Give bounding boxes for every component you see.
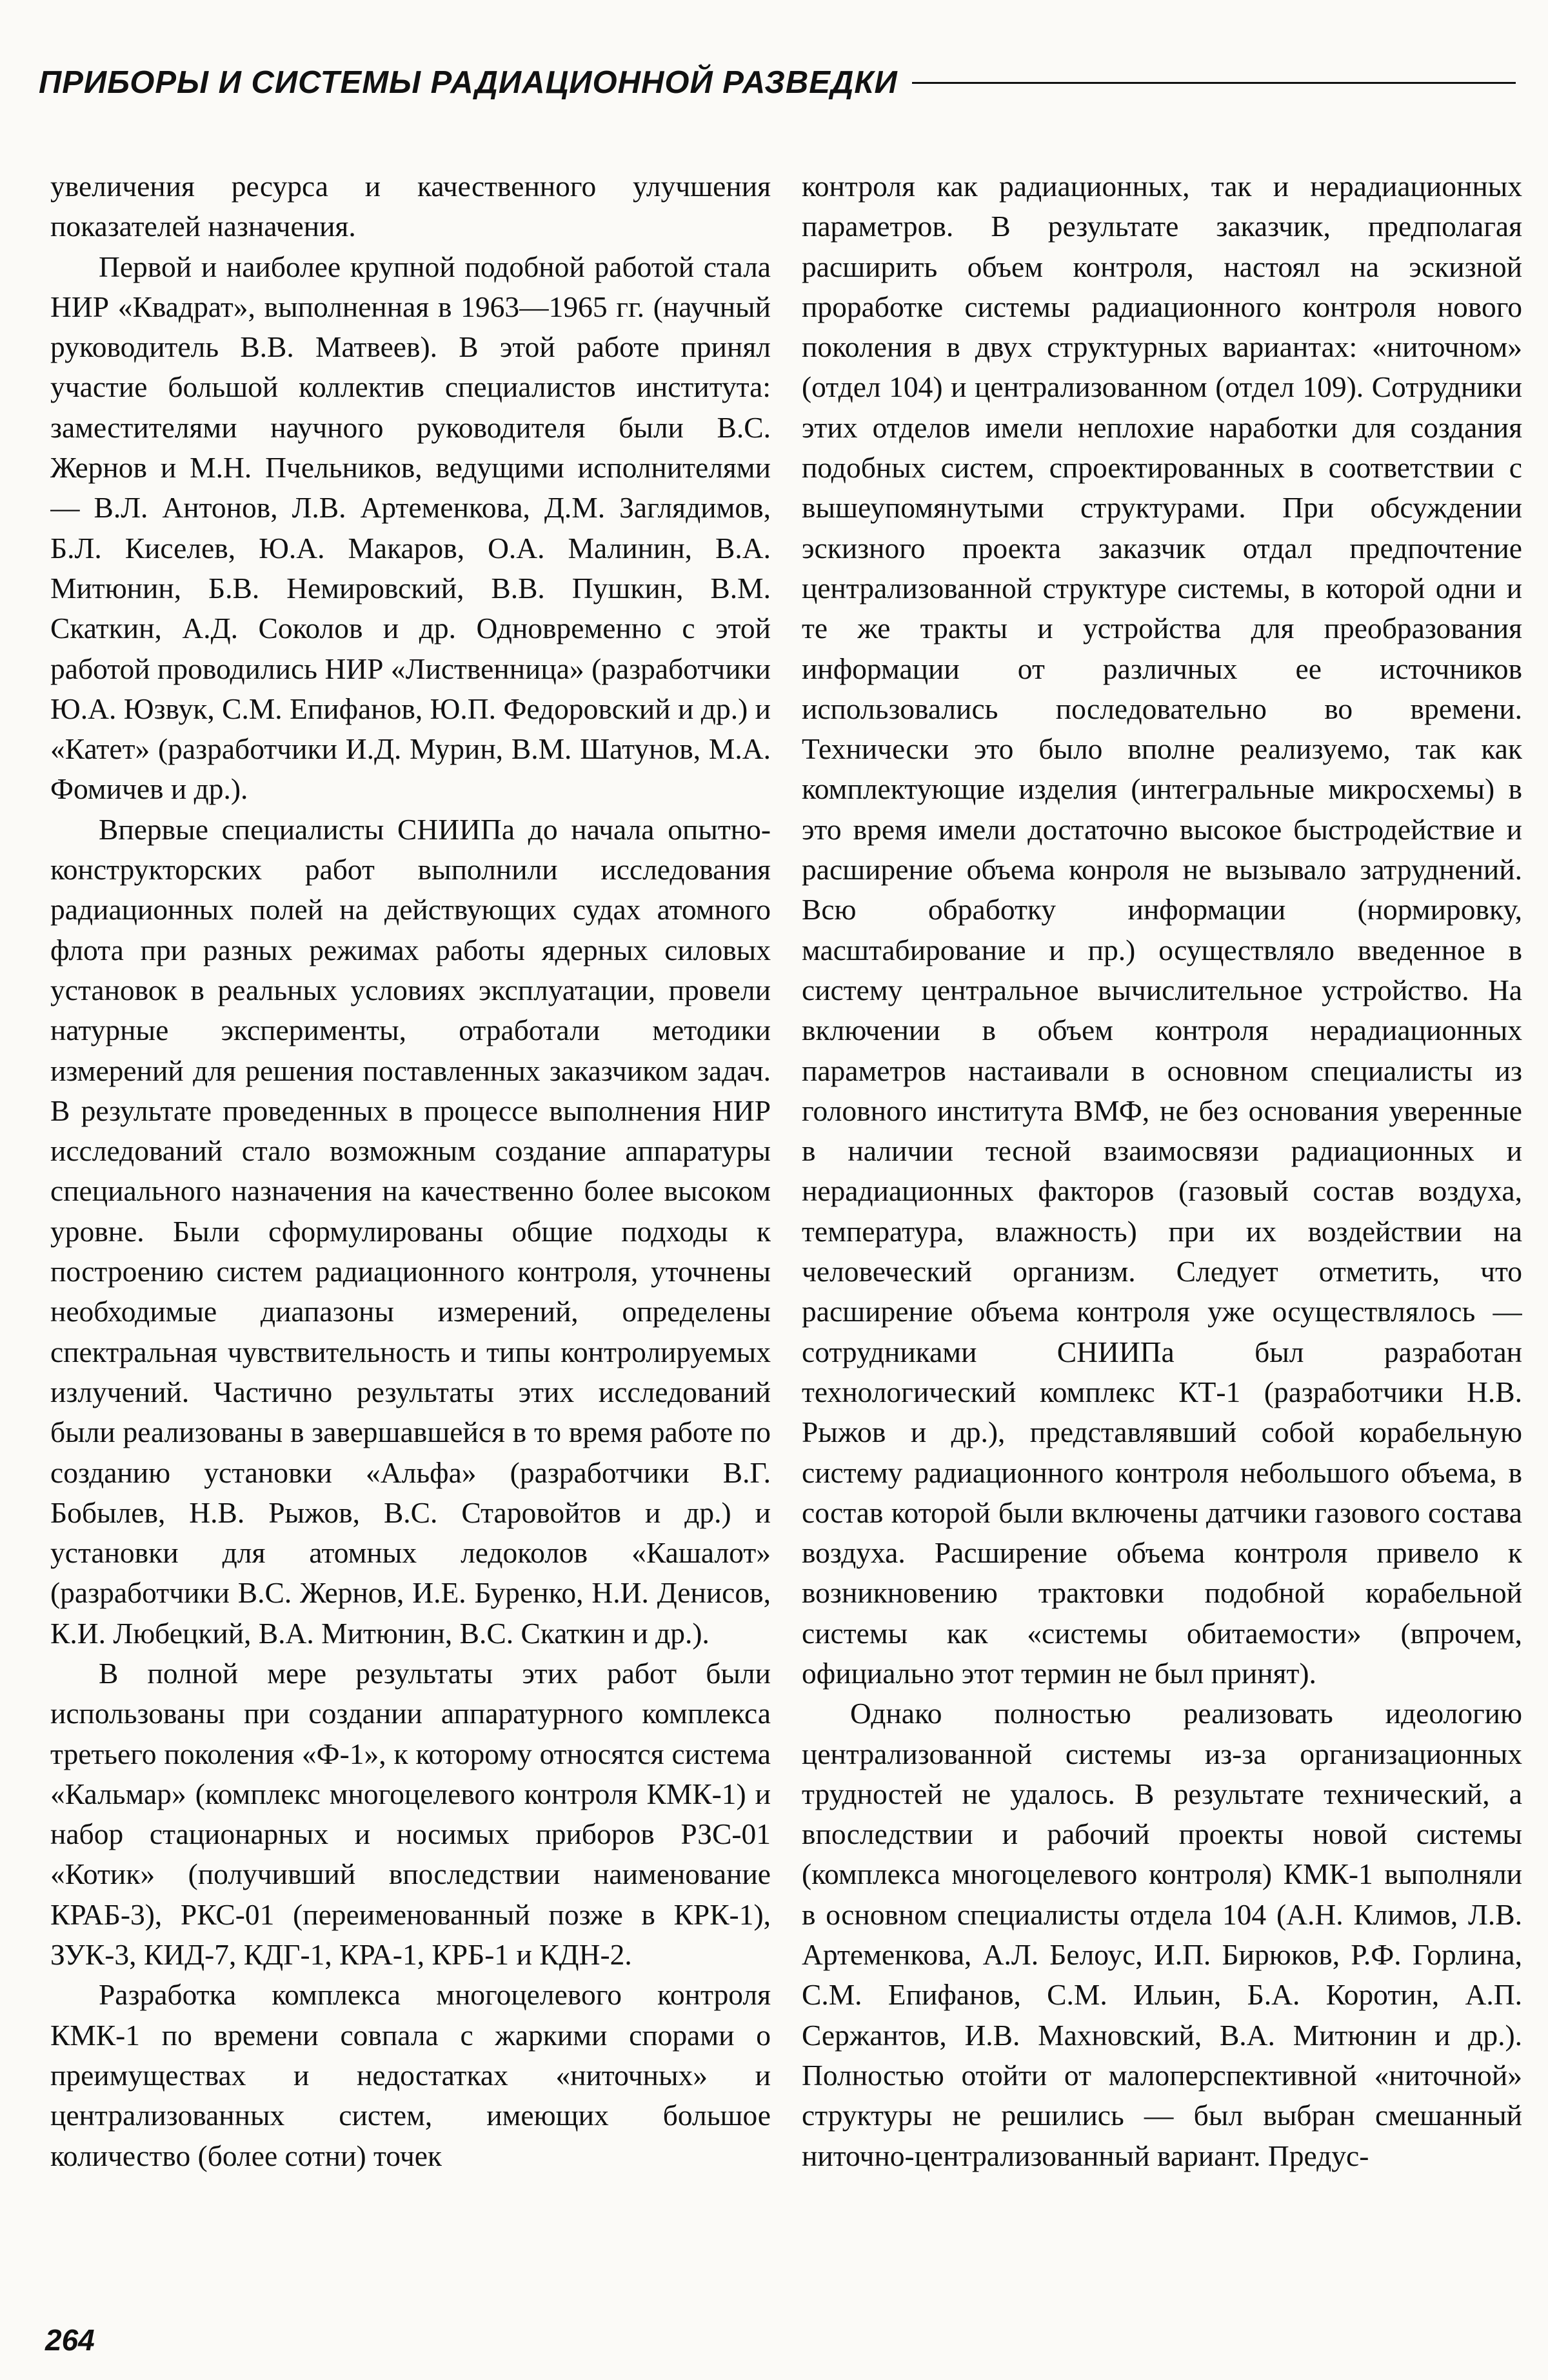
paragraph-continuation: контроля как радиационных, так и нерадиационных параметров. В результате заказчик, предполагая расширить объем контроля, настоял на эскизной проработке системы радиационного контроля нового поколения в двух структурных вариантах: «ниточном» (отдел 104) и централизованном (отдел 109). Сотрудники этих отделов имели неплохие наработки для создания подобных систем, спроектированных в соответствии с вышеупомянутыми структурами. При обсуждении эскизного проекта заказчик отдал предпочтение централизованной структуре системы, в которой одни и те же тракты и устройства для преобразования информации от различных ее источников использовались последовательно во времени. Технически это было вполне реализуемо, так как комплектующие изделия (интегральные микросхемы) в это время имели достаточно высокое быстродействие и расширение объема конроля не вызывало затруднений. Всю обработку информации (нормировку, масштабирование и пр.) осуществляло введенное в систему центральное вычислительное устройство. На включении в объем контроля нерадиационных параметров настаивали в основном специалисты из головного института ВМФ, не без основания уверенные в наличии тесной взаимосвязи радиационных и нерадиационных факторов (газовый состав воздуха, температура, влажность) при их воздействии на человеческий организм. Следует отметить, что расширение объема контроля уже осуществлялось — сотрудниками СНИИПа был разработан технологический комплекс КТ-1 (разработчики Н.В. Рыжов и др.), представлявший собой корабельную систему радиационного контроля небольшого объема, в состав которой были включены датчики газового состава воздуха. Расширение объема контроля привело к возникновению трактовки подобной корабельной системы как «системы обитаемости» (впрочем, официально этот термин не был принят). bbox=[802, 170, 1522, 1690]
paragraph: Впервые специалисты СНИИПа до начала опытно-конструкторских работ выполнили исследования радиационных полей на действующих судах атомного флота при разных режимах работы ядерных силовых установок в реальных условиях эксплуатации, провели натурные эксперименты, отработали методики измерений для решения поставленных заказчиком задач. В результате проведенных в процессе выполнения НИР исследований стало возможным создание аппаратуры специального назначения на качественно более высоком уровне. Были сформулированы общие подходы к построению систем радиационного контроля, уточнены необходимые диапазоны измерений, определены спектральная чувствительность и типы контролируемых излучений. Частично результаты этих исследований были реализованы в завершавшейся в то время работе по созданию установки «Альфа» (разработчики В.Г. Бобылев, Н.В. Рыжов, В.С. Старовойтов и др.) и установки для атомных ледоколов «Кашалот» (разработчики В.С. Жернов, И.Е. Буренко, Н.И. Денисов, К.И. Любецкий, В.А. Митюнин, В.С. Скаткин и др.). bbox=[50, 812, 771, 1650]
running-title: ПРИБОРЫ И СИСТЕМЫ РАДИАЦИОННОЙ РАЗВЕДКИ bbox=[39, 65, 898, 100]
paragraph: Разработка комплекса многоцелевого контроля КМК-1 по времени совпала с жаркими спорами о преимуществах и недостатках «ниточных» и централизованных систем, имеющих большое количество (более сотни) точек bbox=[50, 1978, 771, 2172]
running-header bbox=[39, 57, 1516, 108]
paragraph: Однако полностью реализовать идеологию централизованной системы из-за организационных трудностей не удалось. В результате технический, а впоследствии и рабочий проекты новой системы (комплекса многоцелевого контроля) КМК-1 выполняли в основном специалисты отдела 104 (А.Н. Климов, Л.В. Артеменкова, А.Л. Белоус, И.П. Бирюков, Р.Ф. Горлина, С.М. Епифанов, С.М. Ильин, Б.А. Коротин, А.П. Сержантов, И.В. Махновский, В.А. Митюнин и др.). Полностью отойти от малоперспективной «ниточной» структуры не решились — был выбран смешанный ниточно-централизованный вариант. Предус- bbox=[802, 1697, 1522, 2172]
right-column bbox=[802, 166, 1522, 2263]
paragraph: Первой и наиболее крупной подобной работой стала НИР «Квадрат», выполненная в 1963—1965 гг. (научный руководитель В.В. Матвеев). В этой работе принял участие большой коллектив специалистов института: заместителями научного руководителя были В.С. Жернов и М.Н. Пчельников, ведущими исполнителями — В.Л. Антонов, Л.В. Артеменкова, Д.М. Заглядимов, Б.Л. Киселев, Ю.А. Макаров, О.А. Малинин, В.А. Митюнин, Б.В. Немировский, В.В. Пушкин, В.М. Скаткин, А.Д. Соколов и др. Одновременно с этой работой проводились НИР «Лиственница» (разработчики Ю.А. Юзвук, С.М. Епифанов, Ю.П. Федоровский и др.) и «Катет» (разработчики И.Д. Мурин, В.М. Шатунов, М.А. Фомичев и др.). bbox=[50, 250, 771, 806]
paragraph: В полной мере результаты этих работ были использованы при создании аппаратурного комплекса третьего поколения «Ф-1», к которому относятся система «Кальмар» (комплекс многоцелевого контроля КМК-1) и набор стационарных и носимых приборов РЗС-01 «Котик» (получивший впоследствии наименование КРАБ-3), РКС-01 (переименованный позже в КРК-1), ЗУК-3, КИД-7, КДГ-1, КРА-1, КРБ-1 и КДН-2. bbox=[50, 1656, 771, 1972]
page-number: 264 bbox=[45, 2323, 95, 2357]
text-columns bbox=[50, 166, 1522, 2263]
left-column bbox=[50, 166, 771, 2263]
header-rule bbox=[912, 82, 1516, 84]
paragraph-continuation: увеличения ресурса и качественного улучшения показателей назначения. bbox=[50, 170, 771, 243]
